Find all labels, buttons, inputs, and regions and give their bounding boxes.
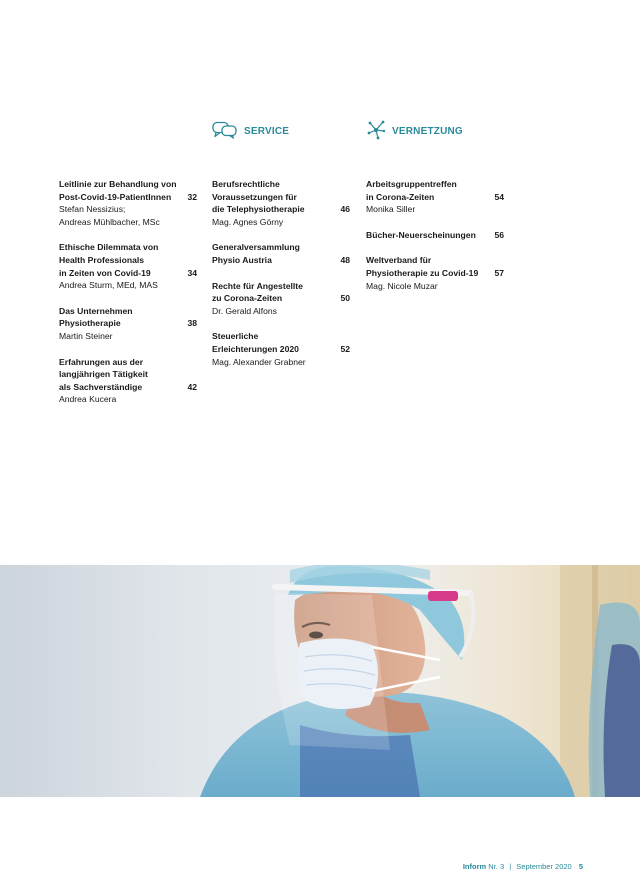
toc-entry-page: 57 — [494, 267, 504, 278]
section-label-service: SERVICE — [244, 125, 290, 137]
toc-entry-title: Erfahrungen aus der langjährigen Tätigkeit als Sachverständige — [59, 356, 148, 392]
toc-entry[interactable] — [59, 305, 197, 343]
toc-entry-page: 54 — [494, 191, 504, 202]
toc-entry-title: Weltverband für Physiotherapie zu Covid-19 — [366, 255, 479, 278]
toc-entry-page: 42 — [187, 381, 197, 392]
toc-entry-page: 56 — [494, 229, 504, 240]
toc-entry[interactable] — [212, 178, 350, 228]
toc-entry-author: Mag. Alexander Grabner — [212, 356, 306, 367]
page-number: 5 — [578, 862, 583, 871]
toc-entry-page: 34 — [187, 267, 197, 278]
toc-entry-page: 38 — [187, 318, 197, 329]
toc-entry-author: Dr. Gerald Alfons — [212, 305, 277, 316]
healthcare-worker-illustration — [0, 565, 640, 797]
toc-entry-page: 48 — [340, 254, 350, 265]
toc-entry-author: Andrea Kucera — [59, 394, 117, 405]
toc-entry-title: Arbeitsgruppentreffen in Corona-Zeiten — [366, 179, 457, 202]
toc-entry-page: 46 — [340, 204, 350, 215]
toc-entry[interactable] — [59, 356, 197, 406]
section-label-vernetzung: VERNETZUNG — [392, 125, 463, 137]
speech-bubbles-icon — [212, 121, 238, 142]
page-footer — [463, 862, 583, 871]
toc-entry-title: Generalversammlung Physio Austria — [212, 242, 300, 265]
footer-separator: | — [509, 862, 512, 871]
toc-column-2 — [212, 178, 350, 381]
toc-entry-title: Ethische Dilemmata von Health Professionals in Zeiten von Covid-19 — [59, 242, 159, 278]
toc-entry[interactable] — [212, 280, 350, 318]
toc-entry-author: Martin Steiner — [59, 330, 113, 341]
toc-entry-page: 52 — [340, 343, 350, 354]
toc-entry-page: 32 — [187, 191, 197, 202]
toc-entry-author: Mag. Nicole Muzar — [366, 280, 438, 291]
network-icon — [366, 120, 386, 143]
toc-entry-title: Das Unternehmen Physiotherapie — [59, 305, 133, 329]
toc-entry-title: Berufsrechtliche Voraussetzungen für die Telephysiotherapie — [212, 179, 305, 215]
section-header-vernetzung — [366, 121, 463, 141]
toc-entry[interactable] — [366, 178, 504, 216]
issue-date: September 2020 — [516, 862, 572, 871]
section-header-service — [212, 121, 289, 141]
toc-entry-author: Mag. Agnes Görny — [212, 216, 284, 227]
toc-column-3 — [366, 178, 504, 305]
issue-number: Nr. 3 — [488, 862, 505, 871]
toc-entry[interactable] — [212, 241, 350, 266]
toc-entry-title: Leitlinie zur Behandlung von Post-Covid-19-PatientInnen — [59, 179, 177, 202]
toc-entry-author: Monika Siller — [366, 204, 416, 215]
toc-column-1 — [59, 178, 197, 419]
toc-entry[interactable] — [212, 330, 350, 368]
toc-entry[interactable] — [366, 229, 504, 242]
toc-entry-title: Rechte für Angestellte zu Corona-Zeiten — [212, 280, 303, 304]
toc-entry[interactable] — [59, 178, 197, 228]
toc-entry-author: Andrea Sturm, MEd, MAS — [59, 280, 158, 291]
toc-entry[interactable] — [366, 254, 504, 292]
toc-entry-title: Steuerliche Erleichterungen 2020 — [212, 331, 299, 354]
toc-entry-page: 50 — [340, 293, 350, 304]
toc-entry-author: Stefan Nessizius; Andreas Mühlbacher, MSc — [59, 204, 160, 227]
toc-entry[interactable] — [59, 241, 197, 291]
magazine-name: Inform — [462, 862, 487, 871]
toc-entry-title: Bücher-Neuerscheinungen — [366, 229, 476, 240]
cover-photo — [0, 565, 640, 797]
